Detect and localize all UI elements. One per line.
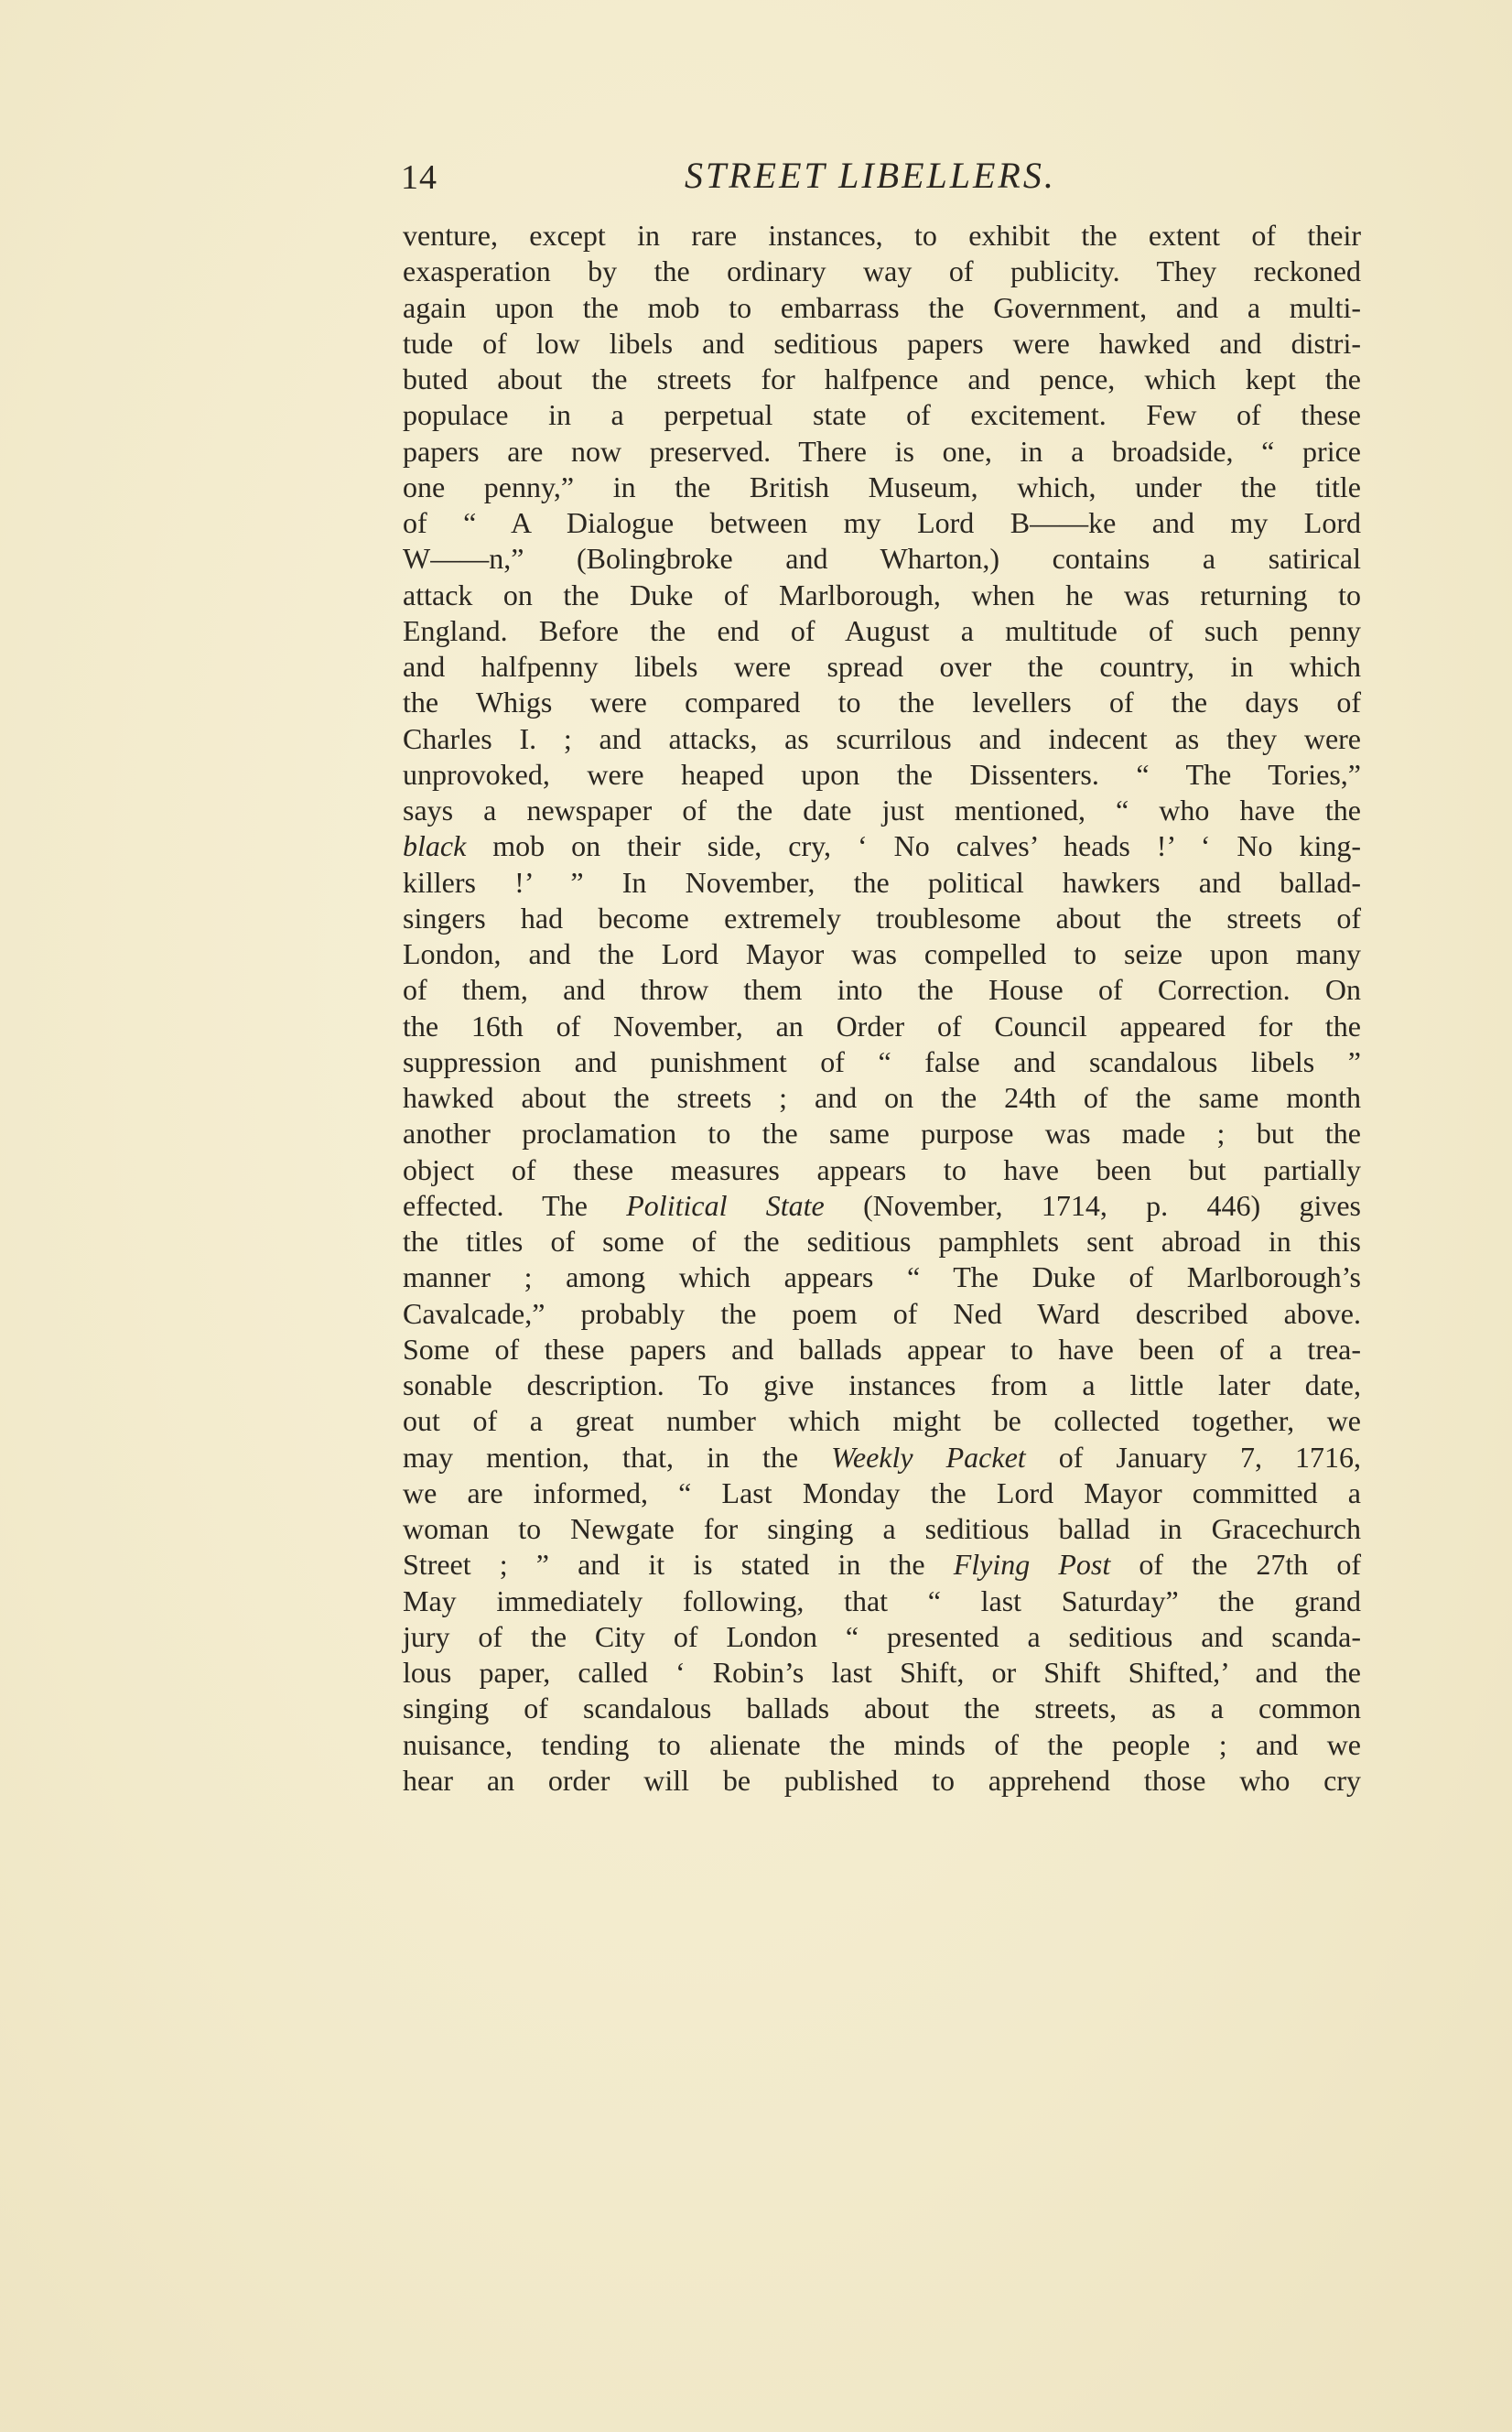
text-line: exasperation by the ordinary way of publicity. They reckoned: [403, 254, 1361, 288]
text-line: and halfpenny libels were spread over the country, in which: [403, 650, 1361, 683]
text-line: manner ; among which appears “ The Duke of Marlborough’s: [403, 1260, 1361, 1294]
text-line: papers are now preserved. There is one, in a broadside, “ price: [403, 434, 1361, 468]
text-line: may mention, that, in the Weekly Packet of January 7, 1716,: [403, 1440, 1362, 1474]
text-line: Street ; ” and it is stated in the Flying Post of the 27th of: [403, 1548, 1362, 1582]
text-line: sonable description. To give instances from a little later date,: [403, 1368, 1361, 1401]
text-line: attack on the Duke of Marlborough, when he was returning to: [403, 578, 1361, 611]
text-line: woman to Newgate for singing a seditious ballad in Gracechurch: [403, 1512, 1361, 1545]
text-line: singers had become extremely troublesome about the streets of: [403, 901, 1361, 935]
text-line: the Whigs were compared to the levellers of the days of: [403, 686, 1361, 719]
text-line: W——n,” (Bolingbroke and Wharton,) contains a satirical: [403, 542, 1361, 576]
text-line: lous paper, called ‘ Robin’s last Shift, or Shift Shifted,’ and the: [403, 1656, 1361, 1689]
text-line: out of a great number which might be collected together, we: [403, 1404, 1361, 1438]
text-line: England. Before the end of August a multitude of such penny: [403, 613, 1361, 647]
running-head: [401, 154, 1361, 209]
text-line: tude of low libels and seditious papers were hawked and distri-: [403, 326, 1361, 360]
page-number: 14: [401, 158, 437, 197]
text-line: hawked about the streets ; and on the 24th of the same month: [403, 1081, 1361, 1114]
text-line: London, and the Lord Mayor was compelled to seize upon many: [403, 937, 1361, 970]
text-line: another proclamation to the same purpose was made ; but the: [403, 1117, 1361, 1151]
running-title: STREET LIBELLERS.: [685, 155, 1056, 196]
text-line: hear an order will be published to apprehend those who cry: [403, 1763, 1361, 1797]
text-line: the titles of some of the seditious pamphlets sent abroad in this: [403, 1225, 1361, 1258]
text-line: unprovoked, were heaped upon the Dissenters. “ The Tories,”: [403, 757, 1361, 791]
text-line: again upon the mob to embarrass the Government, and a multi-: [403, 290, 1361, 324]
text-line: buted about the streets for halfpence and pence, which kept the: [403, 362, 1361, 395]
text-line: of them, and throw them into the House of Correction. On: [403, 973, 1361, 1007]
text-line: object of these measures appears to have been but partially: [403, 1152, 1361, 1186]
text-line: populace in a perpetual state of excitement. Few of these: [403, 398, 1361, 432]
text-line: venture, except in rare instances, to exhibit the extent of their: [403, 219, 1361, 252]
text-line: black mob on their side, cry, ‘ No calves’ heads !’ ‘ No king-: [403, 829, 1361, 863]
text-line: nuisance, tending to alienate the minds of the people ; and we: [403, 1727, 1361, 1761]
text-line: effected. The Political State (November, 1714, p. 446) gives: [403, 1188, 1362, 1222]
text-line: one penny,” in the British Museum, which, under the title: [403, 470, 1361, 503]
text-line: we are informed, “ Last Monday the Lord Mayor committed a: [403, 1475, 1361, 1509]
text-line: Cavalcade,” probably the poem of Ned Ward described above.: [403, 1296, 1361, 1330]
body-text: [403, 218, 1361, 1799]
text-line: singing of scandalous ballads about the streets, as a common: [403, 1692, 1361, 1725]
text-line: says a newspaper of the date just mentioned, “ who have the: [403, 794, 1361, 827]
text-line: Some of these papers and ballads appear to have been of a trea-: [403, 1332, 1361, 1366]
text-line: killers !’ ” In November, the political hawkers and ballad-: [403, 865, 1361, 899]
text-line: jury of the City of London “ presented a seditious and scanda-: [403, 1619, 1361, 1653]
text-line: May immediately following, that “ last Saturday” the grand: [403, 1584, 1361, 1617]
text-line: Charles I. ; and attacks, as scurrilous and indecent as they were: [403, 721, 1361, 755]
text-line: of “ A Dialogue between my Lord B——ke and my Lord: [403, 506, 1361, 539]
text-line: suppression and punishment of “ false and scandalous libels ”: [403, 1044, 1361, 1078]
text-line: the 16th of November, an Order of Council appeared for the: [403, 1009, 1361, 1043]
